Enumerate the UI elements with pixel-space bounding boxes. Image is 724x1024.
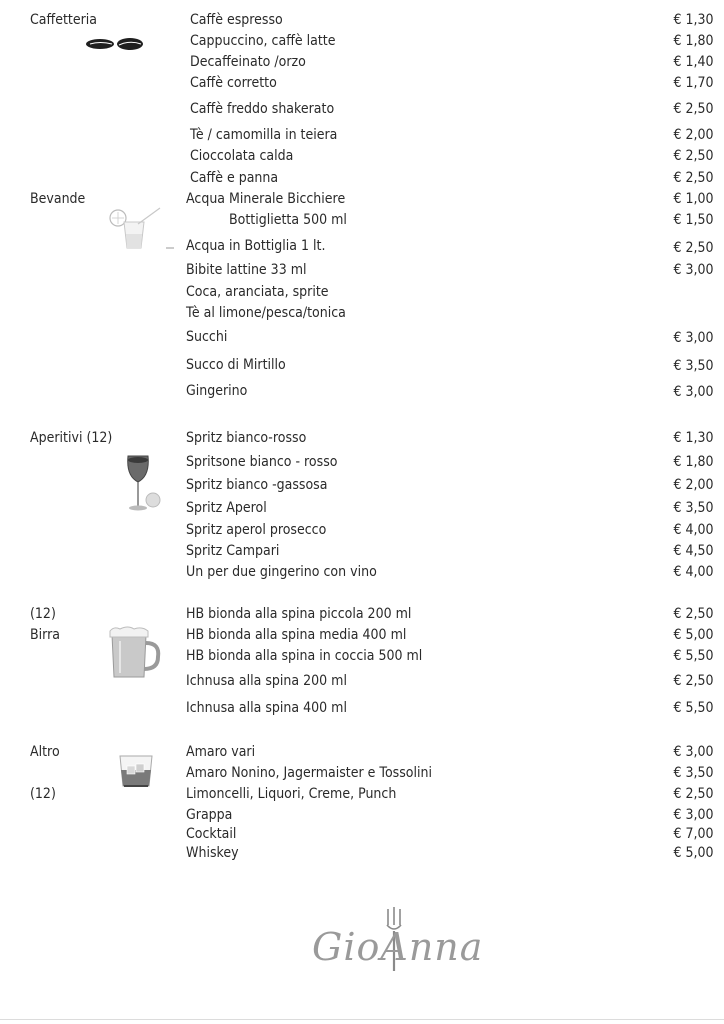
menu-item-name: Acqua in Bottiglia 1 lt.: [186, 238, 326, 254]
menu-item-name: Ichnusa alla spina 400 ml: [186, 700, 347, 716]
menu-item-price: € 3,50: [673, 358, 714, 374]
menu-item-name: Limoncelli, Liquori, Creme, Punch: [186, 786, 397, 802]
menu-item-price: € 2,00: [673, 477, 714, 493]
menu-item-name: HB bionda alla spina piccola 200 ml: [186, 606, 412, 622]
menu-item-name: Spritz Aperol: [186, 500, 267, 516]
menu-item-price: € 2,50: [673, 148, 714, 164]
beer-mug-icon: [108, 625, 162, 681]
menu-item-price: € 3,50: [673, 765, 714, 781]
coffee-beans-icon: [86, 36, 144, 52]
menu-item-name: Caffè e panna: [190, 170, 279, 186]
menu-item-name: Tè / camomilla in teiera: [190, 127, 338, 143]
menu-item-price: € 2,50: [673, 240, 714, 256]
menu-item-name: Decaffeinato /orzo: [190, 54, 306, 70]
category-altro-note: (12): [30, 786, 56, 802]
menu-item-price: € 2,00: [673, 127, 714, 143]
menu-item-price: € 2,50: [673, 101, 714, 117]
menu-item-price: € 3,00: [673, 807, 714, 823]
menu-item-name: Spritsone bianco - rosso: [186, 454, 338, 470]
category-aperitivi: Aperitivi (12): [30, 430, 113, 446]
menu-item-name: Cocktail: [186, 826, 237, 842]
menu-item-price: € 3,00: [673, 262, 714, 278]
menu-item-name: Cappuccino, caffè latte: [190, 33, 336, 49]
menu-item-name: Amaro Nonino, Jagermaister e Tossolini: [186, 765, 432, 781]
page-edge-divider: [0, 1019, 724, 1020]
menu-item-name: Whiskey: [186, 845, 239, 861]
category-caffetteria: Caffetteria: [30, 12, 97, 28]
menu-item-name: Succhi: [186, 329, 228, 345]
menu-item-name: Spritz bianco -gassosa: [186, 477, 328, 493]
menu-item-name: HB bionda alla spina in coccia 500 ml: [186, 648, 423, 664]
menu-item-name: Caffè espresso: [190, 12, 283, 28]
menu-item-name: Coca, aranciata, sprite: [186, 284, 329, 300]
menu-item-name: Spritz Campari: [186, 543, 280, 559]
category-birra-note: (12): [30, 606, 56, 622]
menu-item-price: € 1,50: [673, 212, 714, 228]
menu-item-name: Acqua Minerale Bicchiere: [186, 191, 346, 207]
menu-item-price: € 5,50: [673, 648, 714, 664]
menu-item-price: € 1,70: [673, 75, 714, 91]
menu-item-price: € 2,50: [673, 606, 714, 622]
menu-item-name: Caffè freddo shakerato: [190, 101, 335, 117]
menu-item-price: € 4,50: [673, 543, 714, 559]
menu-item-name: Amaro vari: [186, 744, 256, 760]
menu-item-name: Grappa: [186, 807, 233, 823]
menu-item-price: € 1,30: [673, 12, 714, 28]
menu-item-name: Cioccolata calda: [190, 148, 294, 164]
menu-item-name: Spritz aperol prosecco: [186, 522, 327, 538]
menu-item-price: € 4,00: [673, 564, 714, 580]
menu-item-price: € 5,00: [673, 845, 714, 861]
menu-item-price: € 3,00: [673, 384, 714, 400]
category-birra: Birra: [30, 627, 61, 643]
menu-item-price: € 2,50: [673, 673, 714, 689]
menu-item-name: Tè al limone/pesca/tonica: [186, 305, 346, 321]
menu-item-name: Gingerino: [186, 383, 248, 399]
menu-item-price: € 1,00: [673, 191, 714, 207]
menu-item-price: € 1,40: [673, 54, 714, 70]
menu-item-price: € 5,00: [673, 627, 714, 643]
category-bevande: Bevande: [30, 191, 86, 207]
menu-item-price: € 3,00: [673, 330, 714, 346]
menu-item-name: Ichnusa alla spina 200 ml: [186, 673, 347, 689]
logo-wordmark: GioAnna: [312, 925, 484, 969]
menu-item-price: € 3,00: [673, 744, 714, 760]
menu-item-price: € 5,50: [673, 700, 714, 716]
menu-item-price: € 2,50: [673, 170, 714, 186]
menu-item-price: € 1,80: [673, 33, 714, 49]
menu-item-name: HB bionda alla spina media 400 ml: [186, 627, 407, 643]
menu-item-name: Bibite lattine 33 ml: [186, 262, 307, 278]
menu-item-name: Un per due gingerino con vino: [186, 564, 377, 580]
menu-item-price: € 7,00: [673, 826, 714, 842]
menu-item-name: Succo di Mirtillo: [186, 357, 286, 373]
menu-item-price: € 1,80: [673, 454, 714, 470]
menu-item-price: € 2,50: [673, 786, 714, 802]
menu-item-price: € 3,50: [673, 500, 714, 516]
menu-item-price: € 4,00: [673, 522, 714, 538]
spritz-glass-icon: [124, 452, 164, 514]
cocktail-glass-icon: [108, 204, 178, 254]
menu-item-name: Caffè corretto: [190, 75, 277, 91]
menu-item-name: Spritz bianco-rosso: [186, 430, 307, 446]
whiskey-glass-icon: [118, 752, 154, 788]
menu-item-name: Bottiglietta 500 ml: [229, 212, 347, 228]
menu-item-price: € 1,30: [673, 430, 714, 446]
category-altro: Altro: [30, 744, 60, 760]
